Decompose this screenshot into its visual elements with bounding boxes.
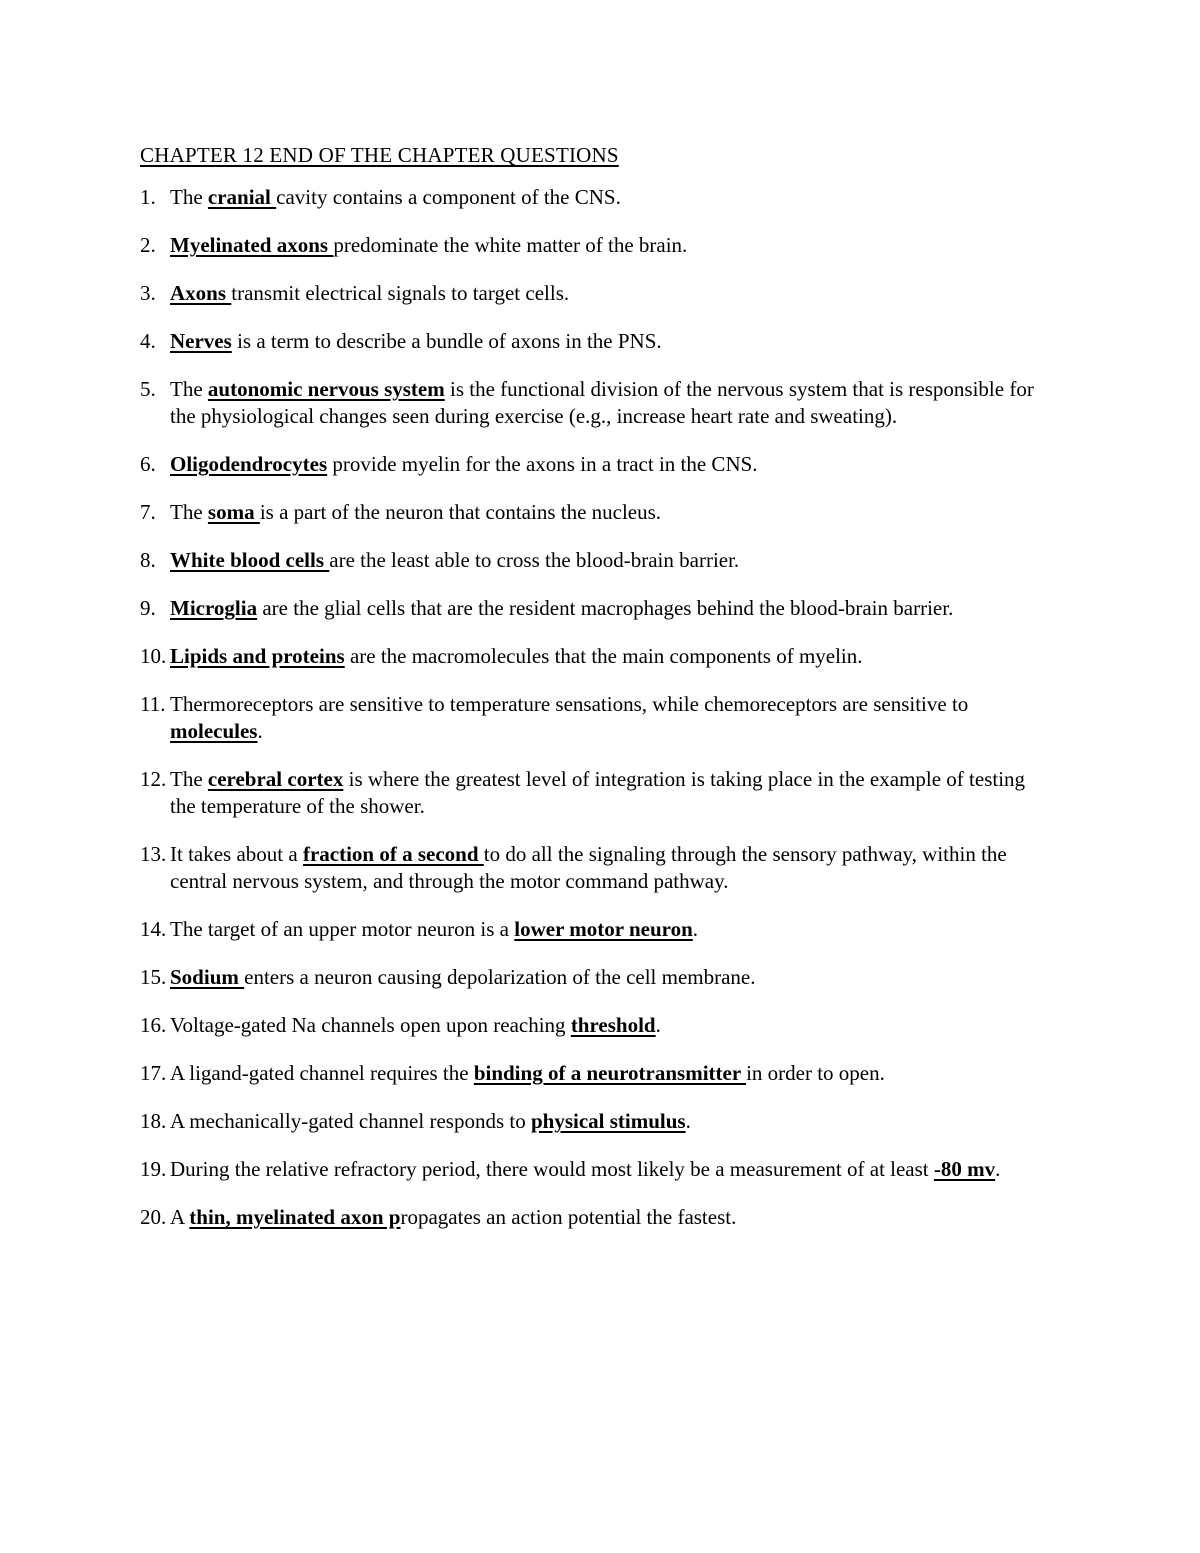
question-number: 19. [140, 1157, 167, 1181]
question-answer: cranial [207, 185, 277, 209]
question-item [140, 376, 1055, 430]
question-answer: lower motor neuron [514, 917, 693, 941]
question-text-after: are the macromolecules that the main components of myelin. [344, 644, 863, 668]
question-item [140, 328, 1055, 355]
question-text-before: Voltage-gated Na channels open upon reaching [170, 1013, 571, 1037]
question-number: 16. [140, 1013, 167, 1037]
question-text-after: . [257, 719, 263, 743]
question-text-after: is a part of the neuron that contains the nucleus. [259, 500, 662, 524]
question-text-before: The [170, 767, 208, 791]
question-number: 20. [140, 1205, 167, 1229]
question-number: 13. [140, 842, 167, 866]
question-answer: molecules [170, 719, 258, 743]
question-item [140, 595, 1055, 622]
question-number: 15. [140, 965, 167, 989]
question-text-before: The [170, 500, 208, 524]
question-text-after: transmit electrical signals to target cells. [231, 281, 570, 305]
question-item [140, 691, 1055, 745]
question-text-after: to do all the signaling through the sensory pathway, within the central nervous system, and through the motor command pathway. [170, 842, 1007, 893]
question-item [140, 964, 1055, 991]
question-number: 14. [140, 917, 167, 941]
question-item [140, 232, 1055, 259]
question-text-after: provide myelin for the axons in a tract in the CNS. [327, 452, 758, 476]
question-text-after: is where the greatest level of integration is taking place in the example of testing the temperature of the shower. [170, 767, 1026, 818]
page-title: CHAPTER 12 END OF THE CHAPTER QUESTIONS [140, 143, 619, 167]
question-list [140, 184, 1055, 1231]
question-number: 2. [140, 233, 156, 257]
question-answer: Lipids and proteins [170, 644, 345, 668]
question-answer: -80 mv [933, 1157, 996, 1181]
question-text-after: is the functional division of the nervous system that is responsible for the physiological changes seen during exercise (e.g., increase heart rate and sweating). [170, 377, 1034, 428]
question-answer: cerebral cortex [207, 767, 344, 791]
question-text-before: Thermoreceptors are sensitive to temperature sensations, while chemoreceptors are sensitive to [170, 692, 969, 716]
question-text-before: It takes about a [170, 842, 303, 866]
question-text-after: are the glial cells that are the resident macrophages behind the blood-brain barrier. [257, 596, 954, 620]
question-number: 5. [140, 377, 156, 401]
question-text-after: enters a neuron causing depolarization of the cell membrane. [244, 965, 756, 989]
question-number: 11. [140, 692, 166, 716]
question-item [140, 916, 1055, 943]
question-answer: fraction of a second [302, 842, 484, 866]
question-item [140, 1156, 1055, 1183]
question-answer: threshold [570, 1013, 656, 1037]
question-answer: autonomic nervous system [207, 377, 445, 401]
question-answer: Microglia [170, 596, 258, 620]
question-number: 17. [140, 1061, 167, 1085]
question-answer: White blood cells [170, 548, 330, 572]
question-text-after: . [685, 1109, 691, 1133]
question-number: 4. [140, 329, 156, 353]
question-text-after: . [692, 917, 699, 941]
question-number: 6. [140, 452, 156, 476]
question-answer: thin, myelinated axon p [189, 1205, 401, 1229]
question-answer: Sodium [170, 965, 245, 989]
question-text-after: in order to open. [746, 1061, 885, 1085]
question-item [140, 280, 1055, 307]
question-answer: physical stimulus [530, 1109, 686, 1133]
question-item [140, 643, 1055, 670]
question-text-before: A [170, 1205, 190, 1229]
question-item [140, 1108, 1055, 1135]
question-item [140, 547, 1055, 574]
question-number: 7. [140, 500, 156, 524]
question-number: 3. [140, 281, 156, 305]
question-text-after: predominate the white matter of the brain. [333, 233, 688, 257]
question-answer: Axons [170, 281, 232, 305]
question-number: 8. [140, 548, 156, 572]
question-text-after: are the least able to cross the blood-brain barrier. [329, 548, 740, 572]
question-text-before: A mechanically-gated channel responds to [170, 1109, 531, 1133]
question-number: 9. [140, 596, 156, 620]
question-item [140, 841, 1055, 895]
document-page [140, 140, 1055, 1252]
question-item [140, 766, 1055, 820]
question-answer: Myelinated axons [170, 233, 334, 257]
question-number: 10. [140, 644, 167, 668]
question-number: 12. [140, 767, 167, 791]
question-text-before: The [170, 377, 208, 401]
question-answer: binding of a neurotransmitter [473, 1061, 747, 1085]
question-answer: soma [207, 500, 260, 524]
question-text-before: The [170, 185, 208, 209]
question-text-before: The target of an upper motor neuron is a [170, 917, 515, 941]
question-item [140, 1060, 1055, 1087]
question-number: 18. [140, 1109, 167, 1133]
question-answer: Nerves [170, 329, 232, 353]
question-text-after: ropagates an action potential the fastest. [400, 1205, 737, 1229]
question-text-after: . [995, 1157, 1001, 1181]
question-item [140, 1012, 1055, 1039]
question-number: 1. [140, 185, 156, 209]
question-text-after: . [655, 1013, 661, 1037]
question-item [140, 451, 1055, 478]
question-text-after: cavity contains a component of the CNS. [276, 185, 621, 209]
question-item [140, 499, 1055, 526]
question-text-before: A ligand-gated channel requires the [170, 1061, 474, 1085]
question-item [140, 184, 1055, 211]
question-answer: Oligodendrocytes [170, 452, 328, 476]
question-item [140, 1204, 1055, 1231]
question-text-after: is a term to describe a bundle of axons in the PNS. [231, 329, 662, 353]
question-text-before: During the relative refractory period, there would most likely be a measurement of at least [170, 1157, 934, 1181]
